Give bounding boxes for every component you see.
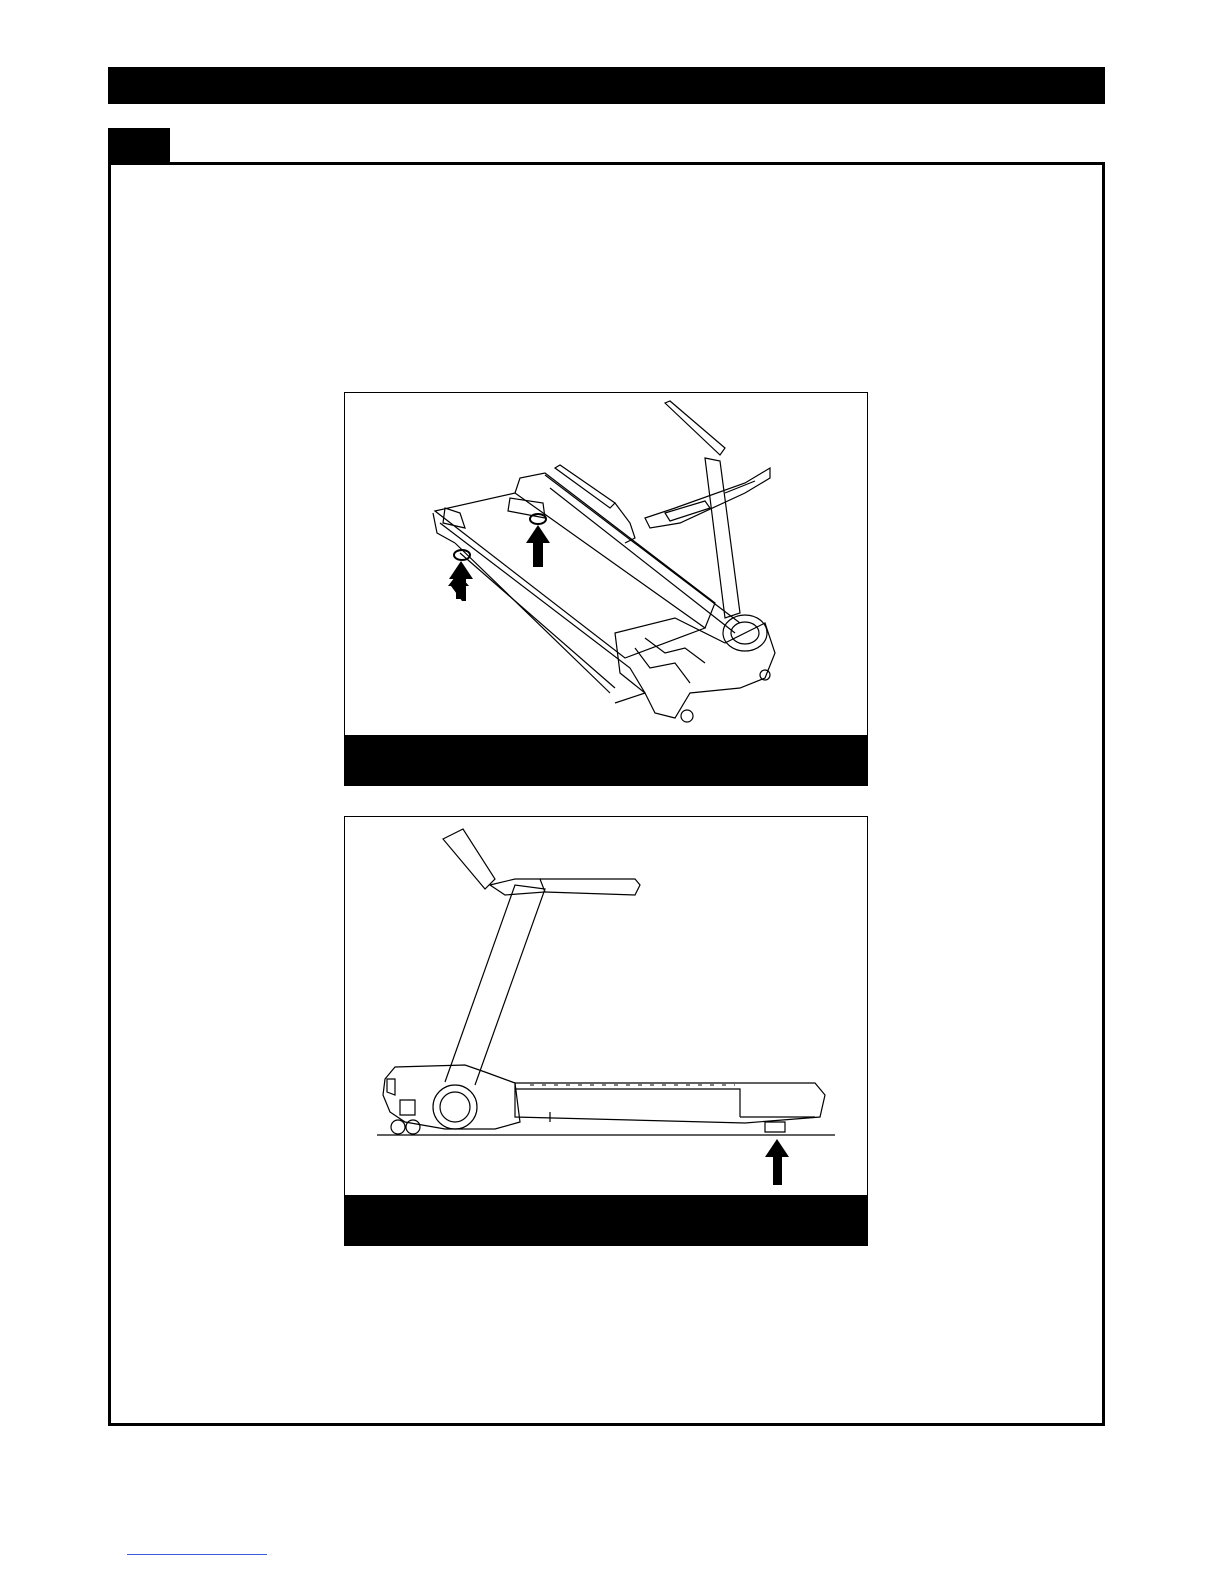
figure-treadmill-side	[344, 816, 868, 1246]
figure-caption-bar	[345, 735, 867, 785]
treadmill-side-illustration	[345, 817, 866, 1195]
section-tab	[108, 128, 170, 164]
treadmill-underside-illustration	[345, 393, 866, 735]
footer-link[interactable]	[127, 1553, 267, 1555]
chapter-header-bar	[108, 67, 1105, 104]
figure-treadmill-underside	[344, 392, 868, 786]
figure-caption-bar	[345, 1195, 867, 1245]
